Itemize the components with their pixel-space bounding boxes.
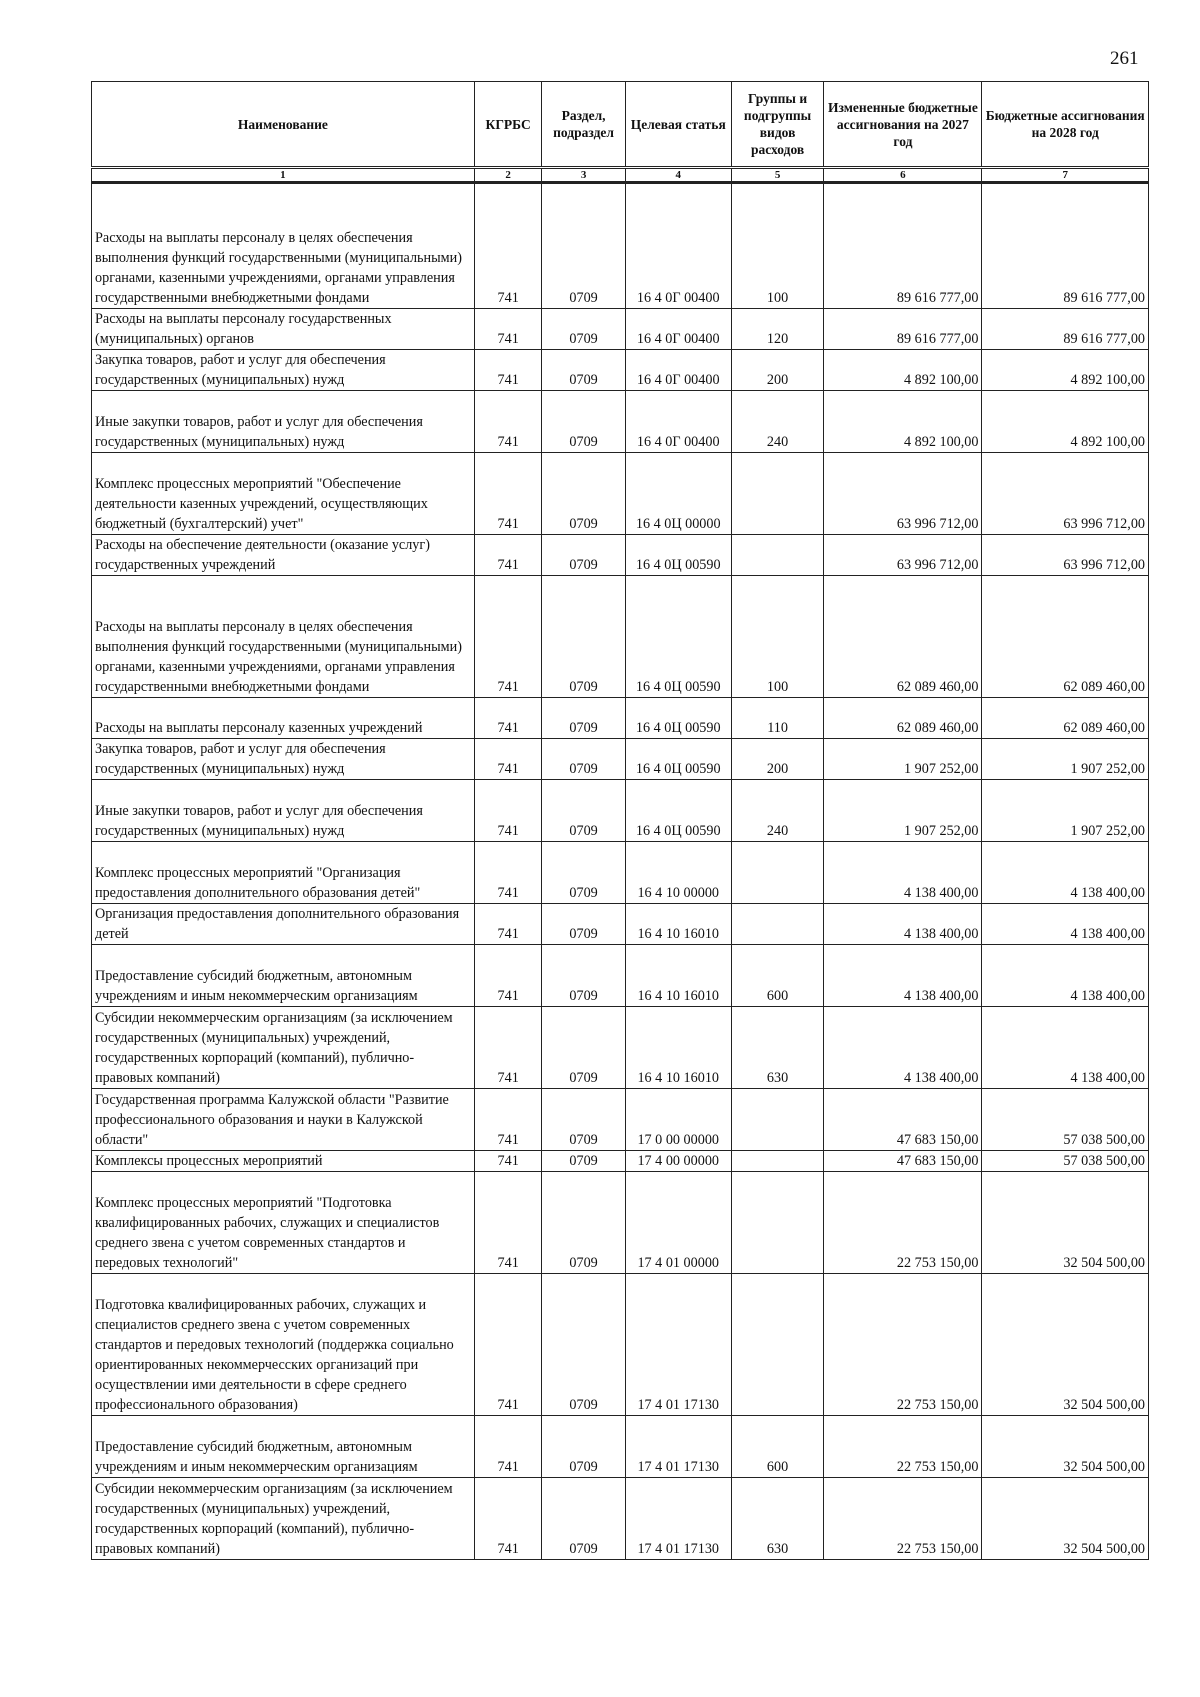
row-name: Расходы на выплаты персоналу в целях обеспечения выполнения функций государственными (муниципальными) органами, казенными учреждениями, органами управления государственными внебюджетными фондами (92, 183, 475, 309)
row-expense-group (731, 904, 824, 945)
row-expense-group (731, 1274, 824, 1416)
table-row (92, 1478, 1149, 1560)
row-amount-2028: 4 138 400,00 (982, 842, 1149, 904)
row-amount-2027: 4 892 100,00 (824, 391, 982, 453)
row-amount-2028: 4 138 400,00 (982, 1007, 1149, 1089)
row-expense-group: 100 (731, 183, 824, 309)
table-row (92, 780, 1149, 842)
row-name: Комплекс процессных мероприятий "Подготовка квалифицированных рабочих, служащих и специалистов среднего звена с учетом современных стандартов и передовых технологий" (92, 1172, 475, 1274)
row-target-article: 16 4 0Ц 00590 (625, 535, 731, 576)
page-number: 261 (1110, 48, 1139, 69)
row-name: Расходы на выплаты персоналу казенных учреждений (92, 698, 475, 739)
row-amount-2028: 4 892 100,00 (982, 391, 1149, 453)
row-target-article: 16 4 10 16010 (625, 1007, 731, 1089)
row-target-article: 16 4 0Г 00400 (625, 391, 731, 453)
row-kgrbs: 741 (474, 780, 542, 842)
row-section: 0709 (542, 780, 625, 842)
row-name: Закупка товаров, работ и услуг для обеспечения государственных (муниципальных) нужд (92, 350, 475, 391)
row-amount-2027: 63 996 712,00 (824, 453, 982, 535)
row-target-article: 16 4 0Г 00400 (625, 309, 731, 350)
row-target-article: 17 4 01 17130 (625, 1274, 731, 1416)
row-kgrbs: 741 (474, 535, 542, 576)
row-section: 0709 (542, 350, 625, 391)
row-expense-group: 200 (731, 739, 824, 780)
table-row (92, 183, 1149, 309)
row-amount-2027: 4 138 400,00 (824, 1007, 982, 1089)
table-header-row (92, 82, 1149, 168)
row-expense-group (731, 1089, 824, 1151)
row-target-article: 16 4 0Г 00400 (625, 350, 731, 391)
table-row (92, 1151, 1149, 1172)
row-amount-2027: 22 753 150,00 (824, 1478, 982, 1560)
row-amount-2027: 22 753 150,00 (824, 1274, 982, 1416)
column-number: 5 (731, 168, 824, 183)
row-target-article: 16 4 10 00000 (625, 842, 731, 904)
row-target-article: 16 4 0Ц 00000 (625, 453, 731, 535)
column-number-row (92, 168, 1149, 183)
row-name: Иные закупки товаров, работ и услуг для обеспечения государственных (муниципальных) нужд (92, 780, 475, 842)
row-section: 0709 (542, 309, 625, 350)
row-amount-2027: 22 753 150,00 (824, 1416, 982, 1478)
row-section: 0709 (542, 576, 625, 698)
table-row (92, 1007, 1149, 1089)
row-expense-group (731, 535, 824, 576)
row-name: Подготовка квалифицированных рабочих, служащих и специалистов среднего звена с учетом современных стандартов и передовых технологий (поддержка социально ориентированных некоммерчесских организаций при осуществлении ими деятельности в сфере среднего профессионального образования) (92, 1274, 475, 1416)
row-section: 0709 (542, 1007, 625, 1089)
row-amount-2028: 62 089 460,00 (982, 698, 1149, 739)
row-target-article: 16 4 0Ц 00590 (625, 739, 731, 780)
row-amount-2027: 22 753 150,00 (824, 1172, 982, 1274)
row-name: Комплекс процессных мероприятий "Организация предоставления дополнительного образования детей" (92, 842, 475, 904)
row-amount-2028: 89 616 777,00 (982, 183, 1149, 309)
row-section: 0709 (542, 1151, 625, 1172)
header-section: Раздел, подраздел (542, 82, 625, 168)
table-row (92, 698, 1149, 739)
row-amount-2028: 57 038 500,00 (982, 1151, 1149, 1172)
row-section: 0709 (542, 183, 625, 309)
row-kgrbs: 741 (474, 183, 542, 309)
row-amount-2027: 4 138 400,00 (824, 945, 982, 1007)
row-amount-2027: 1 907 252,00 (824, 739, 982, 780)
table-row (92, 576, 1149, 698)
row-amount-2028: 57 038 500,00 (982, 1089, 1149, 1151)
row-expense-group: 110 (731, 698, 824, 739)
row-amount-2028: 63 996 712,00 (982, 453, 1149, 535)
table-row (92, 1089, 1149, 1151)
row-expense-group: 600 (731, 945, 824, 1007)
row-name: Расходы на обеспечение деятельности (оказание услуг) государственных учреждений (92, 535, 475, 576)
row-expense-group (731, 1172, 824, 1274)
header-target-article: Целевая статья (625, 82, 731, 168)
table-row (92, 350, 1149, 391)
table-row (92, 842, 1149, 904)
row-section: 0709 (542, 1274, 625, 1416)
row-amount-2027: 47 683 150,00 (824, 1089, 982, 1151)
column-number: 4 (625, 168, 731, 183)
row-amount-2027: 4 138 400,00 (824, 842, 982, 904)
row-amount-2027: 63 996 712,00 (824, 535, 982, 576)
row-expense-group: 200 (731, 350, 824, 391)
table-row (92, 535, 1149, 576)
header-expense-group: Группы и подгруппы видов расходов (731, 82, 824, 168)
row-section: 0709 (542, 1172, 625, 1274)
row-expense-group: 240 (731, 780, 824, 842)
row-amount-2028: 32 504 500,00 (982, 1172, 1149, 1274)
row-section: 0709 (542, 842, 625, 904)
row-name: Предоставление субсидий бюджетным, автономным учреждениям и иным некоммерческим организациям (92, 945, 475, 1007)
row-target-article: 17 4 01 00000 (625, 1172, 731, 1274)
header-allocations-2028: Бюджетные ассигнования на 2028 год (982, 82, 1149, 168)
row-expense-group: 120 (731, 309, 824, 350)
row-expense-group: 240 (731, 391, 824, 453)
row-amount-2027: 4 138 400,00 (824, 904, 982, 945)
row-kgrbs: 741 (474, 1151, 542, 1172)
row-amount-2027: 89 616 777,00 (824, 309, 982, 350)
row-target-article: 16 4 10 16010 (625, 945, 731, 1007)
row-kgrbs: 741 (474, 391, 542, 453)
row-name: Организация предоставления дополнительного образования детей (92, 904, 475, 945)
budget-table (91, 81, 1149, 1560)
row-expense-group: 630 (731, 1007, 824, 1089)
row-kgrbs: 741 (474, 904, 542, 945)
row-amount-2027: 62 089 460,00 (824, 698, 982, 739)
row-kgrbs: 741 (474, 350, 542, 391)
row-expense-group: 630 (731, 1478, 824, 1560)
row-expense-group (731, 1151, 824, 1172)
row-amount-2028: 4 892 100,00 (982, 350, 1149, 391)
row-section: 0709 (542, 698, 625, 739)
row-name: Расходы на выплаты персоналу государственных (муниципальных) органов (92, 309, 475, 350)
row-kgrbs: 741 (474, 1478, 542, 1560)
row-amount-2027: 62 089 460,00 (824, 576, 982, 698)
row-kgrbs: 741 (474, 1089, 542, 1151)
table-row (92, 309, 1149, 350)
row-target-article: 16 4 0Ц 00590 (625, 576, 731, 698)
row-name: Комплекс процессных мероприятий "Обеспечение деятельности казенных учреждений, осуществляющих бюджетный (бухгалтерский) учет" (92, 453, 475, 535)
column-number: 1 (92, 168, 475, 183)
row-section: 0709 (542, 453, 625, 535)
row-kgrbs: 741 (474, 453, 542, 535)
row-amount-2027: 89 616 777,00 (824, 183, 982, 309)
row-expense-group: 600 (731, 1416, 824, 1478)
row-target-article: 17 4 01 17130 (625, 1478, 731, 1560)
table-row (92, 1172, 1149, 1274)
row-kgrbs: 741 (474, 739, 542, 780)
row-section: 0709 (542, 1416, 625, 1478)
row-amount-2027: 47 683 150,00 (824, 1151, 982, 1172)
row-name: Предоставление субсидий бюджетным, автономным учреждениям и иным некоммерческим организациям (92, 1416, 475, 1478)
row-kgrbs: 741 (474, 945, 542, 1007)
row-amount-2028: 1 907 252,00 (982, 780, 1149, 842)
row-section: 0709 (542, 391, 625, 453)
row-kgrbs: 741 (474, 1007, 542, 1089)
column-number: 3 (542, 168, 625, 183)
table-row (92, 904, 1149, 945)
row-amount-2027: 4 892 100,00 (824, 350, 982, 391)
row-amount-2028: 62 089 460,00 (982, 576, 1149, 698)
row-section: 0709 (542, 739, 625, 780)
row-name: Закупка товаров, работ и услуг для обеспечения государственных (муниципальных) нужд (92, 739, 475, 780)
row-name: Расходы на выплаты персоналу в целях обеспечения выполнения функций государственными (муниципальными) органами, казенными учреждениями, органами управления государственными внебюджетными фондами (92, 576, 475, 698)
table-row (92, 1274, 1149, 1416)
row-section: 0709 (542, 1089, 625, 1151)
table-row (92, 1416, 1149, 1478)
row-name: Иные закупки товаров, работ и услуг для обеспечения государственных (муниципальных) нужд (92, 391, 475, 453)
column-number: 2 (474, 168, 542, 183)
row-section: 0709 (542, 904, 625, 945)
row-name: Субсидии некоммерческим организациям (за исключением государственных (муниципальных) учреждений, государственных корпораций (компаний), публично-правовых компаний) (92, 1007, 475, 1089)
row-kgrbs: 741 (474, 1274, 542, 1416)
table-row (92, 391, 1149, 453)
row-kgrbs: 741 (474, 842, 542, 904)
row-target-article: 17 0 00 00000 (625, 1089, 731, 1151)
row-section: 0709 (542, 945, 625, 1007)
row-expense-group (731, 453, 824, 535)
row-target-article: 16 4 0Ц 00590 (625, 698, 731, 739)
column-number: 6 (824, 168, 982, 183)
row-amount-2028: 4 138 400,00 (982, 945, 1149, 1007)
row-target-article: 16 4 10 16010 (625, 904, 731, 945)
row-name: Комплексы процессных мероприятий (92, 1151, 475, 1172)
row-amount-2028: 32 504 500,00 (982, 1416, 1149, 1478)
row-amount-2028: 1 907 252,00 (982, 739, 1149, 780)
row-section: 0709 (542, 1478, 625, 1560)
row-kgrbs: 741 (474, 698, 542, 739)
header-name: Наименование (92, 82, 475, 168)
row-target-article: 16 4 0Ц 00590 (625, 780, 731, 842)
table-row (92, 739, 1149, 780)
header-kgrbs: КГРБС (474, 82, 542, 168)
row-amount-2028: 4 138 400,00 (982, 904, 1149, 945)
row-name: Субсидии некоммерческим организациям (за исключением государственных (муниципальных) учреждений, государственных корпораций (компаний), публично-правовых компаний) (92, 1478, 475, 1560)
row-amount-2028: 89 616 777,00 (982, 309, 1149, 350)
row-kgrbs: 741 (474, 1416, 542, 1478)
header-allocations-2027: Измененные бюджетные ассигнования на 2027 год (824, 82, 982, 168)
table-row (92, 453, 1149, 535)
row-amount-2028: 32 504 500,00 (982, 1274, 1149, 1416)
column-number: 7 (982, 168, 1149, 183)
row-expense-group: 100 (731, 576, 824, 698)
row-name: Государственная программа Калужской области "Развитие профессионального образования и науки в Калужской области" (92, 1089, 475, 1151)
row-target-article: 17 4 01 17130 (625, 1416, 731, 1478)
row-amount-2027: 1 907 252,00 (824, 780, 982, 842)
row-amount-2028: 63 996 712,00 (982, 535, 1149, 576)
row-target-article: 16 4 0Г 00400 (625, 183, 731, 309)
row-kgrbs: 741 (474, 1172, 542, 1274)
row-section: 0709 (542, 535, 625, 576)
row-amount-2028: 32 504 500,00 (982, 1478, 1149, 1560)
row-kgrbs: 741 (474, 309, 542, 350)
row-expense-group (731, 842, 824, 904)
row-target-article: 17 4 00 00000 (625, 1151, 731, 1172)
row-kgrbs: 741 (474, 576, 542, 698)
table-row (92, 945, 1149, 1007)
